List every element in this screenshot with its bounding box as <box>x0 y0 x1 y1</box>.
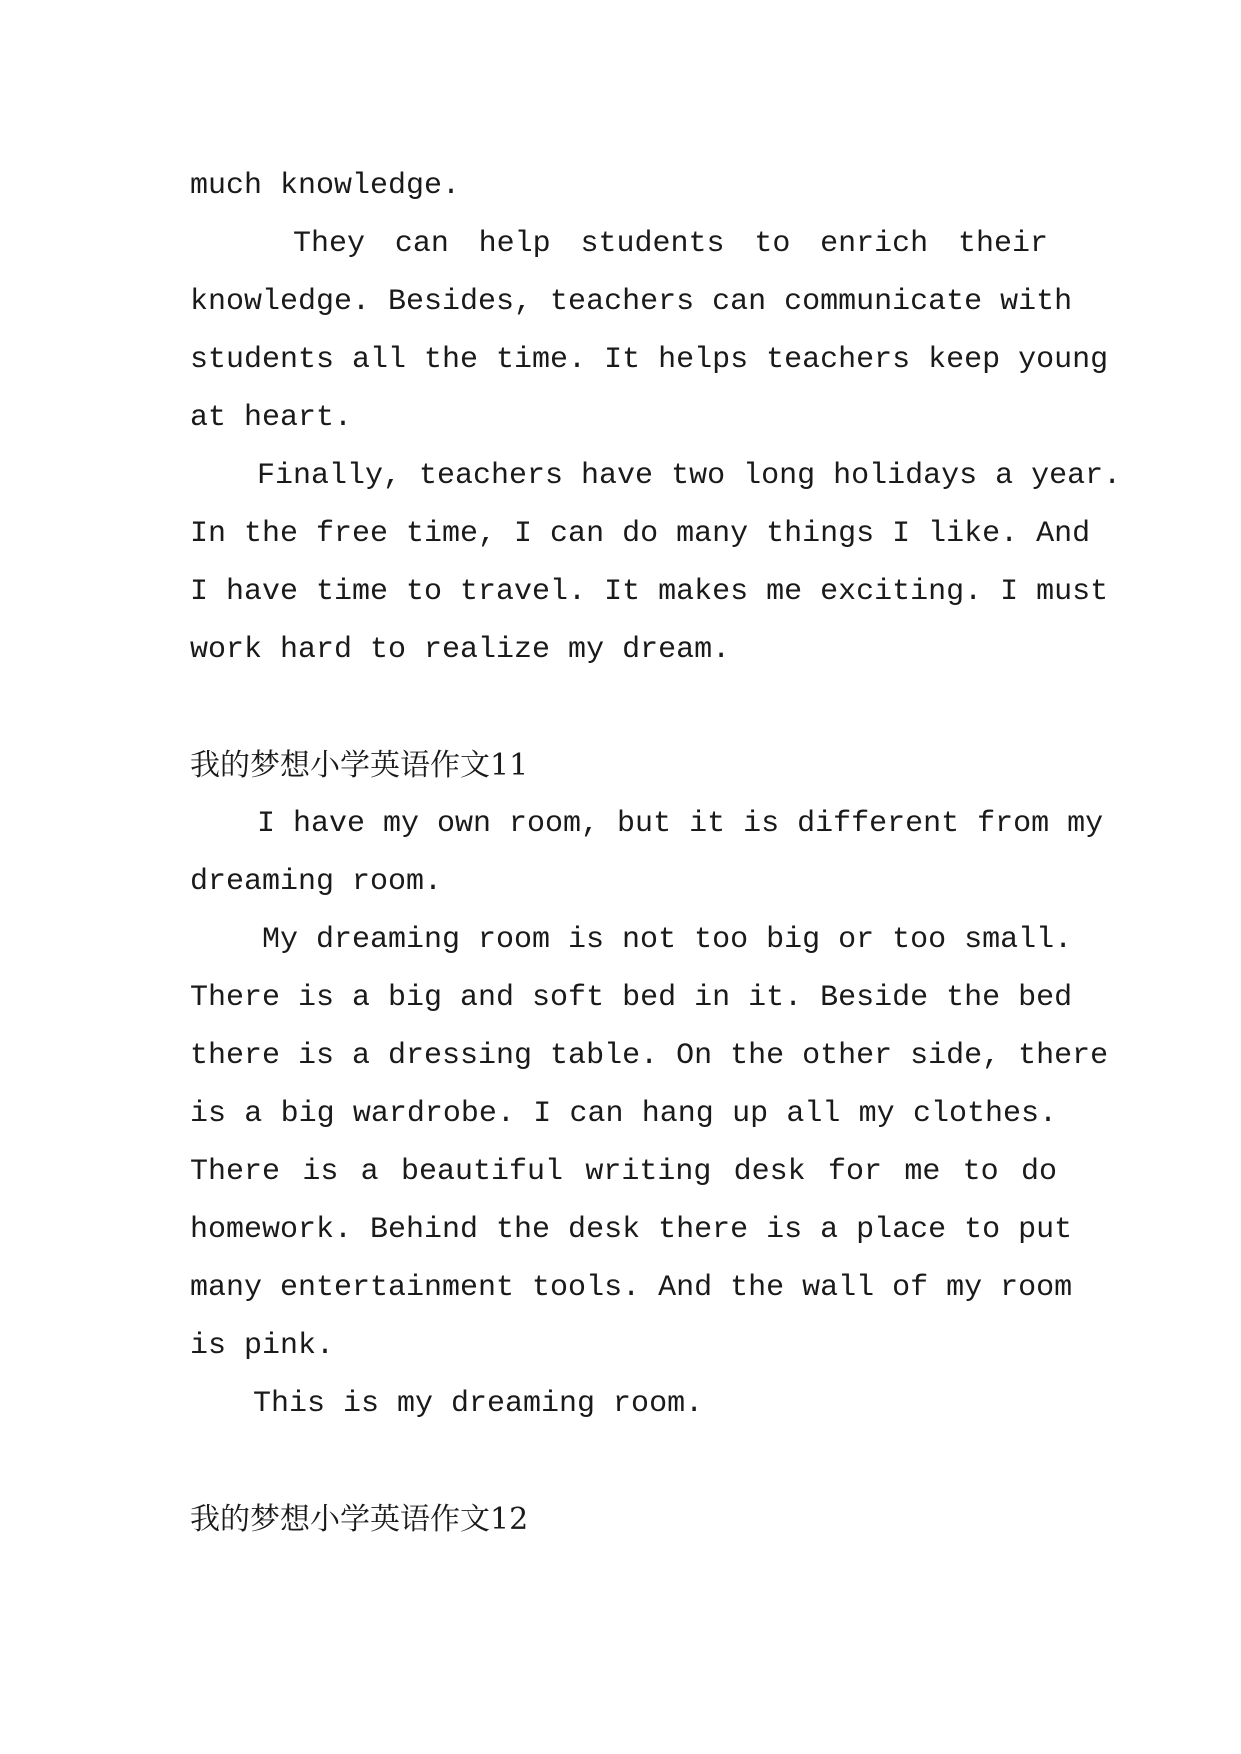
section-heading: 我的梦想小学英语作文11 <box>190 748 529 783</box>
text-line: knowledge. Besides, teachers can communicate with <box>190 285 1073 319</box>
text-line: students all the time. It helps teachers keep young <box>190 343 1109 377</box>
text-line: They can help students to enrich their <box>293 227 1048 261</box>
text-line: I have my own room, but it is different from my <box>257 807 1104 841</box>
section-heading: 我的梦想小学英语作文12 <box>190 1502 529 1537</box>
text-line: many entertainment tools. And the wall of my room <box>190 1271 1073 1305</box>
text-line: there is a dressing table. On the other side, there <box>190 1039 1109 1073</box>
text-line: There is a beautiful writing desk for me to do <box>190 1155 1057 1189</box>
text-line: Finally, teachers have two long holidays a year. <box>257 459 1122 493</box>
text-line: I have time to travel. It makes me exciting. I must <box>190 575 1109 609</box>
text-line: much knowledge. <box>190 169 461 203</box>
text-line: There is a big and soft bed in it. Beside the bed <box>190 981 1073 1015</box>
text-line: at heart. <box>190 401 353 435</box>
text-line: work hard to realize my dream. <box>190 633 731 667</box>
text-line: My dreaming room is not too big or too small. <box>262 923 1073 957</box>
text-line: In the free time, I can do many things I like. And <box>190 517 1091 551</box>
text-line: homework. Behind the desk there is a place to put <box>190 1213 1073 1247</box>
text-line: dreaming room. <box>190 865 443 899</box>
text-line: This is my dreaming room. <box>253 1387 704 1421</box>
text-line: is pink. <box>190 1329 335 1363</box>
text-line: is a big wardrobe. I can hang up all my clothes. <box>190 1097 1057 1131</box>
